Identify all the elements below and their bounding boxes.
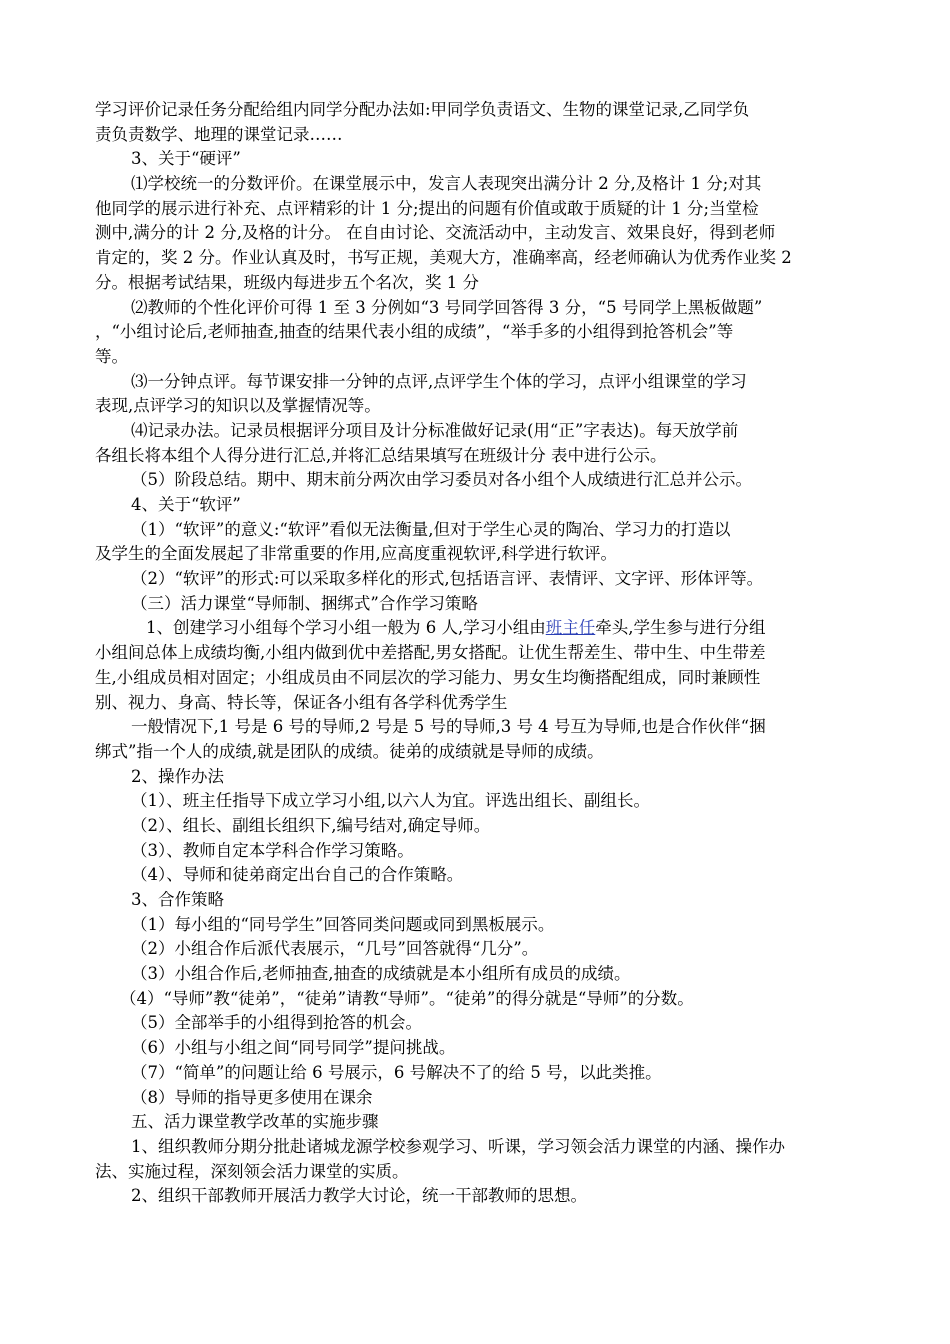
text-line-content: 牵头,学生参与进行分组 bbox=[595, 618, 766, 638]
text-line bbox=[0, 789, 950, 814]
text-line-content: （2）小组合作后派代表展示，“几号”回答就得“几分”。 bbox=[131, 939, 539, 959]
text-line bbox=[0, 172, 950, 197]
text-line bbox=[0, 1011, 950, 1036]
text-line bbox=[0, 666, 950, 691]
text-line-content: 法、实施过程，深刻领会活力课堂的实质。 bbox=[95, 1161, 409, 1181]
text-line-content: 小组间总体上成绩均衡,小组内做到优中差搭配,男女搭配。让优生帮差生、带中生、中生带差 bbox=[95, 643, 766, 663]
text-line-content: （1）“软评”的意义:“软评”看似无法衡量,但对于学生心灵的陶冶、学习力的打造以 bbox=[131, 519, 731, 539]
text-line-content: 1、创建学习小组每个学习小组一般为 6 人,学习小组由 bbox=[146, 618, 546, 638]
text-line bbox=[0, 814, 950, 839]
text-line bbox=[0, 493, 950, 518]
hyperlink-banzhuren[interactable]: 班主任 bbox=[545, 618, 596, 638]
text-line bbox=[0, 1160, 950, 1185]
text-line-content: ⑵教师的个性化评价可得 1 至 3 分例如“3 号同学回答得 3 分，“5 号同学上黑板做题” bbox=[131, 297, 763, 317]
text-line bbox=[0, 913, 950, 938]
text-line bbox=[0, 221, 950, 246]
text-line bbox=[0, 1036, 950, 1061]
text-line-content: （8）导师的指导更多使用在课余 bbox=[131, 1087, 373, 1107]
text-line bbox=[0, 123, 950, 148]
text-line-content: （3）、教师自定本学科合作学习策略。 bbox=[131, 840, 414, 860]
text-line bbox=[0, 641, 950, 666]
text-line-content: ⑶一分钟点评。每节课安排一分钟的点评,点评学生个体的学习，点评小组课堂的学习 bbox=[131, 371, 747, 391]
text-line-content: 表现,点评学习的知识以及掌握情况等。 bbox=[95, 396, 381, 416]
text-line-content: 3、合作策略 bbox=[131, 890, 224, 909]
text-line bbox=[0, 962, 950, 987]
text-line-content: （4）“导师”教“徒弟”，“徒弟”请教“导师”。“徒弟”的得分就是“导师”的分数。 bbox=[120, 988, 694, 1008]
text-line bbox=[0, 616, 950, 641]
text-line bbox=[0, 320, 950, 345]
text-line-content: （7）“简单”的问题让给 6 号展示，6 号解决不了的给 5 号，以此类推。 bbox=[131, 1062, 662, 1082]
text-line-content: 2、操作办法 bbox=[131, 766, 224, 786]
text-line bbox=[0, 394, 950, 419]
text-line bbox=[0, 1061, 950, 1086]
text-line-content: （1）、班主任指导下成立学习小组,以六人为宜。评选出组长、副组长。 bbox=[131, 791, 650, 811]
text-line bbox=[0, 419, 950, 444]
text-line bbox=[0, 691, 950, 716]
text-line-content: 4、关于“软评” bbox=[131, 495, 241, 514]
text-line-content: （2）、组长、副组长组织下,编号结对,确定导师。 bbox=[131, 815, 491, 835]
text-line-content: ⑷记录办法。记录员根据评分项目及计分标准做好记录(用“正”字表达)。每天放学前 bbox=[131, 420, 739, 440]
text-line-content: 绑式”指一个人的成绩,就是团队的成绩。徒弟的成绩就是导师的成绩。 bbox=[95, 741, 604, 761]
text-line bbox=[0, 1135, 950, 1160]
text-line-content: （1）每小组的“同号学生”回答同类问题或同到黑板展示。 bbox=[131, 914, 555, 934]
text-line bbox=[0, 444, 950, 469]
document-body bbox=[0, 98, 950, 1209]
text-line-content: 各组长将本组个人得分进行汇总,并将汇总结果填写在班级计分 表中进行公示。 bbox=[95, 445, 667, 465]
text-line bbox=[0, 542, 950, 567]
text-line-content: ，“小组讨论后,老师抽查,抽查的结果代表小组的成绩”，“举手多的小组得到抢答机会”等 bbox=[95, 322, 734, 342]
text-line-content: 1、组织教师分期分批赴诸城龙源学校参观学习、听课，学习领会活力课堂的内涵、操作办 bbox=[131, 1136, 785, 1156]
text-line bbox=[0, 147, 950, 172]
text-line bbox=[0, 246, 950, 271]
text-line-content: 生,小组成员相对固定；小组成员由不同层次的学习能力、男女生均衡搭配组成，同时兼顾性 bbox=[95, 667, 761, 687]
text-line-content: （5）全部举手的小组得到抢答的机会。 bbox=[131, 1013, 422, 1033]
text-line-content: ⑴学校统一的分数评价。在课堂展示中，发言人表现突出满分计 2 分,及格计 1 分;对其 bbox=[131, 174, 762, 194]
text-line bbox=[0, 740, 950, 765]
text-line-content: 他同学的展示进行补充、点评精彩的计 1 分;提出的问题有价值或敢于质疑的计 1 分;当堂检 bbox=[95, 198, 759, 218]
text-line bbox=[0, 370, 950, 395]
text-line bbox=[0, 937, 950, 962]
text-line bbox=[0, 567, 950, 592]
text-line-content: 3、关于“硬评” bbox=[131, 149, 241, 169]
text-line bbox=[0, 296, 950, 321]
text-line bbox=[0, 839, 950, 864]
text-line bbox=[0, 715, 950, 740]
text-line bbox=[0, 345, 950, 370]
text-line bbox=[0, 765, 950, 790]
text-line-content: （4）、导师和徒弟商定出台自己的合作策略。 bbox=[131, 865, 464, 885]
text-line-content: 学习评价记录任务分配给组内同学分配办法如:甲同学负责语文、生物的课堂记录,乙同学负 bbox=[95, 100, 750, 119]
text-line-content: （3）小组合作后,老师抽查,抽查的成绩就是本小组所有成员的成绩。 bbox=[131, 964, 631, 984]
text-line-content: 责负责数学、地理的课堂记录…… bbox=[95, 124, 343, 144]
text-line bbox=[0, 1184, 950, 1209]
text-line-content: （5）阶段总结。期中、期末前分两次由学习委员对各小组个人成绩进行汇总并公示。 bbox=[131, 470, 752, 490]
text-line-content: 五、活力课堂教学改革的实施步骤 bbox=[131, 1112, 379, 1132]
text-line bbox=[0, 592, 950, 617]
text-line bbox=[0, 197, 950, 222]
text-line-content: 肯定的，奖 2 分。作业认真及时，书写正规，美观大方，准确率高，经老师确认为优秀作业奖 2 bbox=[95, 248, 792, 268]
text-line-content: 别、视力、身高、特长等，保证各小组有各学科优秀学生 bbox=[95, 692, 508, 712]
text-line-content: 分。根据考试结果，班级内每进步五个名次，奖 1 分 bbox=[95, 272, 479, 292]
text-line-content: 一般情况下,1 号是 6 号的导师,2 号是 5 号的导师,3 号 4 号互为导师,也是合作伙伴“捆 bbox=[131, 717, 766, 737]
text-line bbox=[0, 271, 950, 296]
text-line bbox=[0, 863, 950, 888]
text-line-content: 2、组织干部教师开展活力教学大讨论，统一干部教师的思想。 bbox=[131, 1186, 587, 1206]
text-line bbox=[0, 98, 950, 123]
text-line-content: （2）“软评”的形式:可以采取多样化的形式,包括语言评、表情评、文字评、形体评等。 bbox=[131, 569, 764, 589]
text-line bbox=[0, 1110, 950, 1135]
text-line-content: （三）活力课堂“导师制、捆绑式”合作学习策略 bbox=[131, 593, 478, 613]
text-line bbox=[0, 518, 950, 543]
text-line-content: 测中,满分的计 2 分,及格的计分。 在自由讨论、交流活动中，主动发言、效果良好，得到老师 bbox=[95, 223, 776, 243]
text-line bbox=[0, 888, 950, 913]
text-line bbox=[0, 987, 950, 1012]
text-line bbox=[0, 468, 950, 493]
text-line bbox=[0, 1086, 950, 1111]
text-line-content: （6）小组与小组之间“同号同学”提问挑战。 bbox=[131, 1038, 456, 1058]
text-line-content: 等。 bbox=[95, 346, 128, 366]
text-line-content: 及学生的全面发展起了非常重要的作用,应高度重视软评,科学进行软评。 bbox=[95, 544, 617, 564]
